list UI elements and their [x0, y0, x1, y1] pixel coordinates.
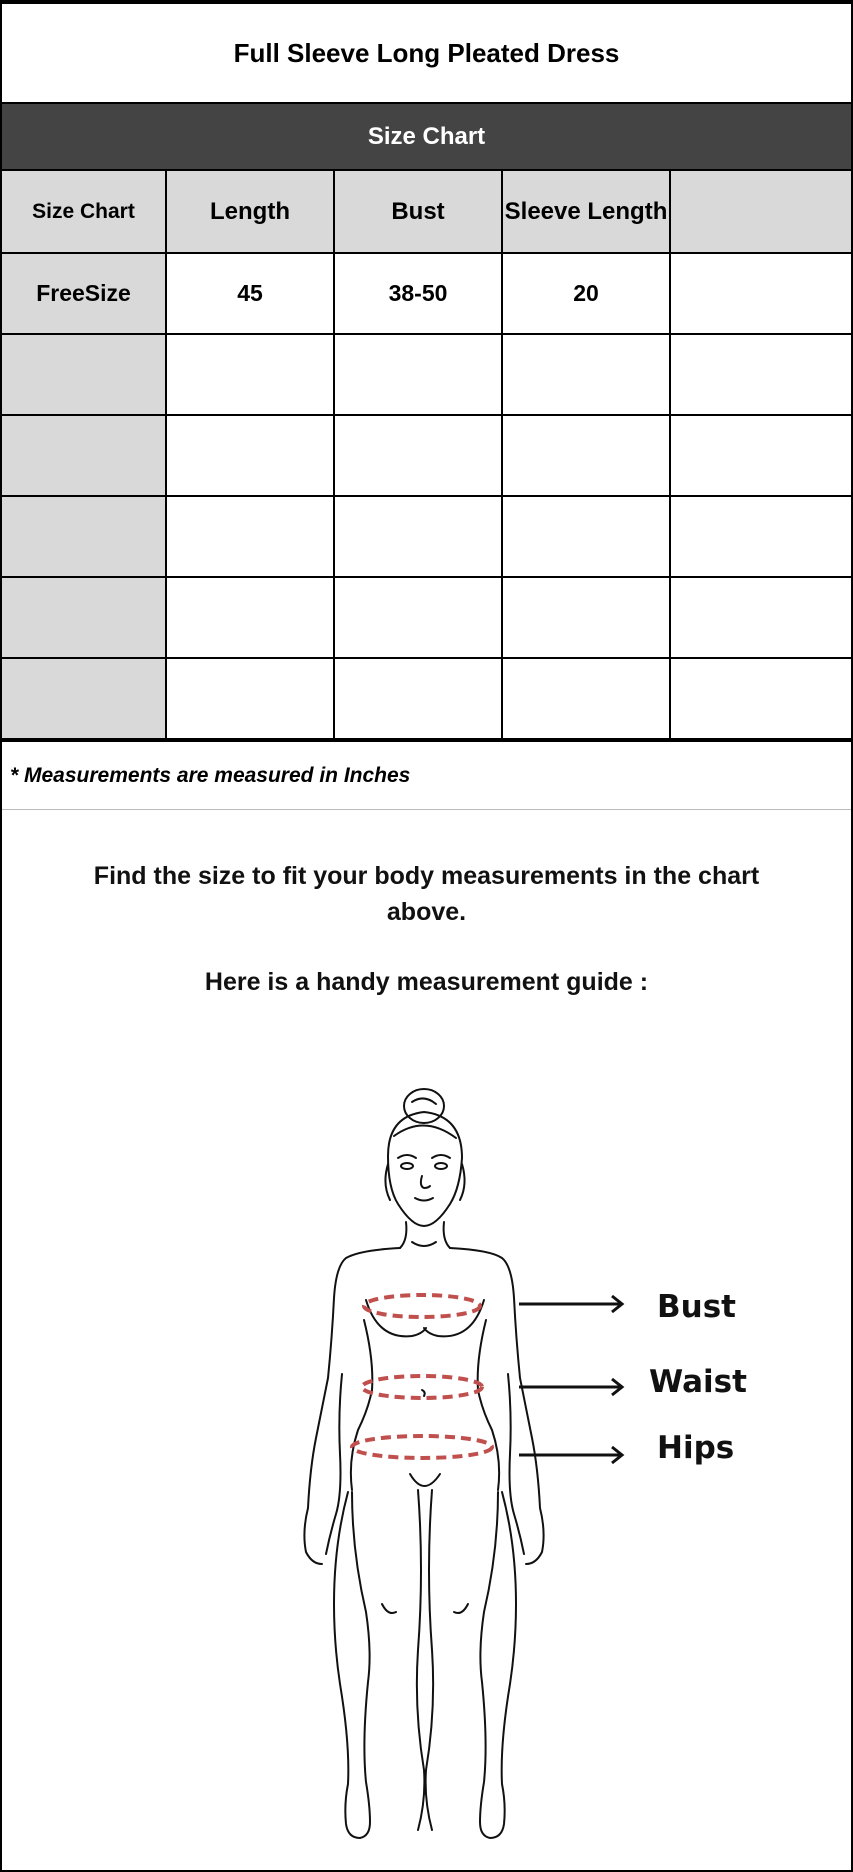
hips-measure-line	[352, 1436, 492, 1458]
table-header-row	[2, 171, 851, 253]
cell-length	[166, 415, 334, 496]
header-empty	[670, 171, 851, 253]
measurement-note: * Measurements are measured in Inches	[2, 740, 851, 810]
table-row	[2, 334, 851, 415]
body-measurement-figure	[2, 1074, 853, 1854]
cell-size: FreeSize	[2, 253, 166, 334]
bust-arrow-icon	[519, 1296, 622, 1312]
cell-length	[166, 496, 334, 577]
cell-sleeve-length	[502, 658, 670, 739]
size-chart-header: Size Chart	[2, 104, 851, 171]
cell-length: 45	[166, 253, 334, 334]
cell-sleeve-length	[502, 577, 670, 658]
table-row	[2, 415, 851, 496]
cell-empty	[670, 658, 851, 739]
cell-empty	[670, 334, 851, 415]
hips-label: Hips	[657, 1430, 735, 1466]
header-bust: Bust	[334, 171, 502, 253]
cell-length	[166, 577, 334, 658]
waist-label: Waist	[649, 1364, 747, 1400]
table-row	[2, 253, 851, 334]
product-title: Full Sleeve Long Pleated Dress	[2, 4, 851, 104]
size-table	[2, 171, 851, 740]
cell-bust	[334, 334, 502, 415]
cell-empty	[670, 253, 851, 334]
cell-size	[2, 658, 166, 739]
cell-size	[2, 577, 166, 658]
bust-measure-line	[364, 1295, 480, 1317]
cell-size	[2, 334, 166, 415]
header-sleeve-length: Sleeve Length	[502, 171, 670, 253]
guide-heading: Here is a handy measurement guide :	[204, 968, 649, 996]
cell-bust: 38-50	[334, 253, 502, 334]
cell-length	[166, 658, 334, 739]
cell-empty	[670, 415, 851, 496]
bust-label: Bust	[657, 1289, 736, 1325]
table-row	[2, 658, 851, 739]
cell-bust	[334, 658, 502, 739]
waist-measure-line	[362, 1376, 482, 1398]
table-row	[2, 496, 851, 577]
guide-instruction: Find the size to fit your body measurements in the chart above.	[93, 862, 760, 926]
cell-bust	[334, 577, 502, 658]
arrows	[519, 1296, 622, 1463]
cell-length	[166, 334, 334, 415]
cell-sleeve-length	[502, 415, 670, 496]
waist-arrow-icon	[519, 1379, 622, 1395]
cell-sleeve-length	[502, 496, 670, 577]
cell-size	[2, 496, 166, 577]
cell-bust	[334, 496, 502, 577]
woman-outline-icon	[304, 1089, 543, 1838]
cell-bust	[334, 415, 502, 496]
header-size-chart: Size Chart	[2, 171, 166, 253]
cell-empty	[670, 577, 851, 658]
table-row	[2, 577, 851, 658]
cell-sleeve-length	[502, 334, 670, 415]
header-length: Length	[166, 171, 334, 253]
cell-sleeve-length: 20	[502, 253, 670, 334]
cell-empty	[670, 496, 851, 577]
cell-size	[2, 415, 166, 496]
